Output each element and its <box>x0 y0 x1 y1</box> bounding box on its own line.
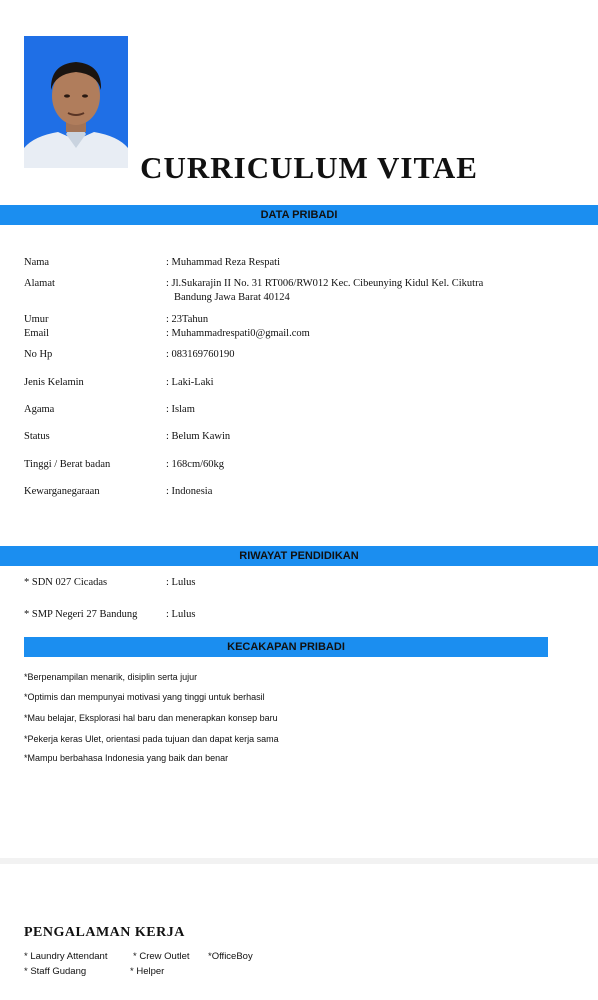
field-label: No Hp <box>24 349 53 360</box>
school-name: * SMP Negeri 27 Bandung <box>24 609 138 620</box>
field-label: Kewarganegaraan <box>24 486 100 497</box>
section-bar-data-pribadi: DATA PRIBADI <box>0 205 598 225</box>
personal-row <box>0 403 598 416</box>
field-value: : Belum Kawin <box>166 431 231 442</box>
field-label: Jenis Kelamin <box>24 377 84 388</box>
personal-row <box>0 458 598 471</box>
section-bar-kecakapan-pribadi: KECAKAPAN PRIBADI <box>24 637 548 657</box>
personal-row <box>0 376 598 389</box>
field-value: : Indonesia <box>166 486 213 497</box>
field-label: Tinggi / Berat badan <box>24 459 111 470</box>
field-value: : Muhammad Reza Respati <box>166 257 281 268</box>
personal-row <box>0 256 598 269</box>
field-label: Agama <box>24 404 55 415</box>
skill-item: *Pekerja keras Ulet, orientasi pada tujuan dan dapat kerja sama <box>24 734 279 744</box>
education-row <box>0 576 598 589</box>
experience-item: * Crew Outlet <box>133 951 190 962</box>
person-photo-icon <box>24 36 128 168</box>
personal-row <box>0 348 598 361</box>
experience-item: * Helper <box>130 966 165 977</box>
field-value: : Jl.Sukarajin II No. 31 RT006/RW012 Kec. Cibeunying Kidul Kel. Cikutra <box>166 278 484 289</box>
field-label: Alamat <box>24 278 55 289</box>
field-value: : 168cm/60kg <box>166 459 225 470</box>
skill-item: *Optimis dan mempunyai motivasi yang tinggi untuk berhasil <box>24 692 265 702</box>
field-value: : 083169760190 <box>166 349 235 360</box>
field-value: : Laki-Laki <box>166 377 214 388</box>
field-label: Nama <box>24 257 50 268</box>
experience-heading: PENGALAMAN KERJA <box>24 925 185 940</box>
personal-row <box>0 485 598 498</box>
section-bar-riwayat-pendidikan: RIWAYAT PENDIDIKAN <box>0 546 598 566</box>
experience-item: * Laundry Attendant <box>24 951 108 962</box>
experience-item: *OfficeBoy <box>208 951 253 962</box>
personal-row <box>0 430 598 443</box>
personal-row <box>0 277 598 305</box>
field-value: : Islam <box>166 404 195 415</box>
school-status: : Lulus <box>166 609 196 620</box>
field-label: Umur <box>24 314 49 325</box>
profile-photo <box>24 36 128 168</box>
field-value: : 23Tahun <box>166 314 209 325</box>
page-title: CURRICULUM VITAE <box>140 150 478 185</box>
experience-item: * Staff Gudang <box>24 966 87 977</box>
page-divider <box>0 858 598 864</box>
field-value-line2: Bandung Jawa Barat 40124 <box>174 292 290 303</box>
personal-row <box>0 327 598 340</box>
field-label: Status <box>24 431 50 442</box>
school-status: : Lulus <box>166 577 196 588</box>
field-value: : Muhammadrespati0@gmail.com <box>166 328 310 339</box>
education-row <box>0 608 598 621</box>
skill-item: *Mau belajar, Eksplorasi hal baru dan menerapkan konsep baru <box>24 713 278 723</box>
skill-item: *Berpenampilan menarik, disiplin serta jujur <box>24 672 198 682</box>
personal-row <box>0 313 598 326</box>
skill-item: *Mampu berbahasa Indonesia yang baik dan benar <box>24 753 229 763</box>
field-label: Email <box>24 328 50 339</box>
school-name: * SDN 027 Cicadas <box>24 577 108 588</box>
